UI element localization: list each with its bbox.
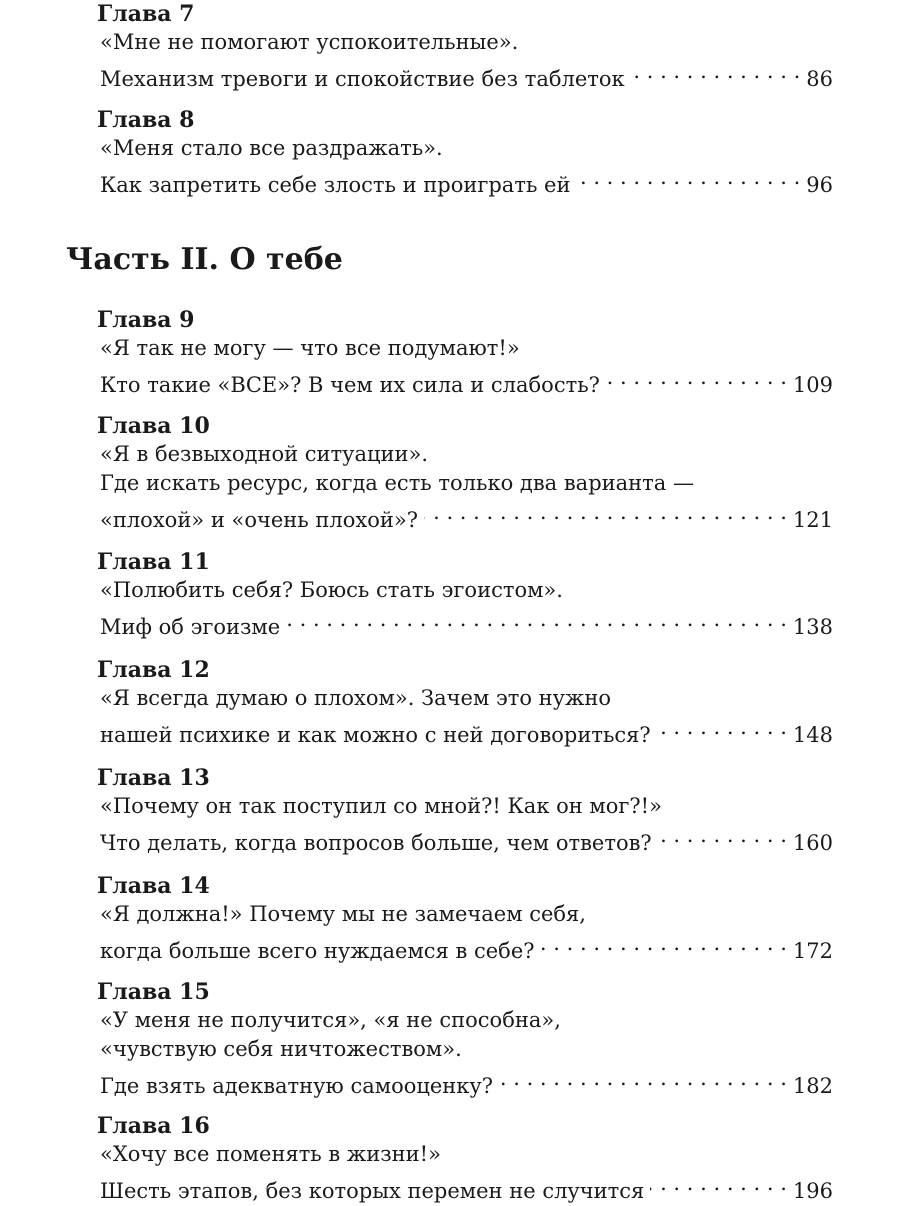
- dot-leader: [650, 1169, 787, 1198]
- toc-leader-line: [97, 605, 833, 639]
- toc-leader-line: [97, 821, 833, 855]
- page-number: 121: [792, 508, 833, 532]
- chapter-title: Глава 16: [97, 1113, 210, 1139]
- page-number: 96: [806, 173, 833, 197]
- chapter-subtitle: «Я так не могу — что все подумают!»: [100, 336, 520, 360]
- chapter-description: Как запретить себе злость и проиграть ей: [100, 173, 571, 197]
- chapter-description: Механизм тревоги и спокойствие без таблеток: [100, 67, 625, 91]
- chapter-description: Кто такие «ВСЕ»? В чем их сила и слабость?: [100, 373, 600, 397]
- chapter-description: Шесть этапов, без которых перемен не случится: [100, 1179, 645, 1203]
- chapter-title: Глава 8: [97, 107, 195, 133]
- chapter-description: Миф об эгоизме: [100, 615, 281, 639]
- dot-leader: [499, 1064, 787, 1093]
- dot-leader: [424, 498, 787, 527]
- chapter-subtitle: «Меня стало все раздражать».: [100, 136, 443, 160]
- chapter-subtitle: «Я всегда думаю о плохом». Зачем это нужно: [100, 686, 611, 710]
- toc-leader-line: [97, 163, 833, 197]
- page-number: 148: [792, 723, 833, 747]
- page-number: 109: [792, 373, 833, 397]
- dot-leader: [541, 929, 787, 958]
- chapter-title: Глава 14: [97, 873, 210, 899]
- toc-entry-chapter-11: [97, 548, 833, 639]
- toc-entry-chapter-9: [97, 306, 833, 397]
- chapter-subtitle: Где искать ресурс, когда есть только два варианта —: [100, 471, 694, 495]
- dot-leader: [576, 163, 800, 192]
- toc-entry-chapter-15: [97, 978, 833, 1098]
- dot-leader: [606, 363, 787, 392]
- toc-leader-line: [97, 363, 833, 397]
- toc-entry-chapter-13: [97, 764, 833, 855]
- toc-entry-chapter-16: [97, 1112, 833, 1203]
- toc-leader-line: [97, 1169, 833, 1203]
- chapter-subtitle: «Хочу все поменять в жизни!»: [100, 1142, 441, 1166]
- toc-leader-line: [97, 713, 833, 747]
- chapter-description: «плохой» и «очень плохой»?: [100, 508, 418, 532]
- chapter-subtitle: «У меня не получится», «я не способна»,: [100, 1008, 561, 1032]
- toc-entry-chapter-10: [97, 412, 833, 532]
- chapter-description: когда больше всего нуждаемся в себе?: [100, 939, 535, 963]
- chapter-title: Глава 13: [97, 765, 210, 791]
- chapter-subtitle: «Мне не помогают успокоительные».: [100, 30, 519, 54]
- chapter-description: нашей психике и как можно с ней договориться?: [100, 723, 651, 747]
- chapter-description: Что делать, когда вопросов больше, чем ответов?: [100, 831, 652, 855]
- page-number: 196: [792, 1179, 833, 1203]
- page-number: 172: [792, 939, 833, 963]
- toc-leader-line: [97, 1064, 833, 1098]
- chapter-description: Где взять адекватную самооценку?: [100, 1074, 494, 1098]
- chapter-title: Глава 15: [97, 979, 210, 1005]
- toc-entry-chapter-8: [97, 106, 833, 197]
- chapter-title: Глава 10: [97, 413, 210, 439]
- toc-leader-line: [97, 498, 833, 532]
- chapter-subtitle: «Полюбить себя? Боюсь стать эгоистом».: [100, 578, 563, 602]
- chapter-subtitle: «Почему он так поступил со мной?! Как он мог?!»: [100, 794, 662, 818]
- toc-entry-chapter-12: [97, 656, 833, 747]
- chapter-subtitle: «чувствую себя ничтожеством».: [100, 1037, 462, 1061]
- chapter-title: Глава 11: [97, 549, 210, 575]
- toc-leader-line: [97, 57, 833, 91]
- toc-leader-line: [97, 929, 833, 963]
- dot-leader: [286, 605, 787, 634]
- toc-entry-chapter-7: [97, 0, 833, 91]
- dot-leader: [658, 821, 787, 850]
- chapter-title: Глава 7: [97, 1, 195, 27]
- part-heading: Часть II. О тебе: [66, 242, 343, 277]
- chapter-title: Глава 12: [97, 657, 210, 683]
- page-number: 160: [792, 831, 833, 855]
- page-number: 86: [806, 67, 833, 91]
- chapter-subtitle: «Я должна!» Почему мы не замечаем себя,: [100, 902, 586, 926]
- dot-leader: [631, 57, 801, 86]
- chapter-subtitle: «Я в безвыходной ситуации».: [100, 442, 429, 466]
- toc-entry-chapter-14: [97, 872, 833, 963]
- dot-leader: [657, 713, 787, 742]
- page-number: 138: [792, 615, 833, 639]
- page-number: 182: [792, 1074, 833, 1098]
- chapter-title: Глава 9: [97, 307, 195, 333]
